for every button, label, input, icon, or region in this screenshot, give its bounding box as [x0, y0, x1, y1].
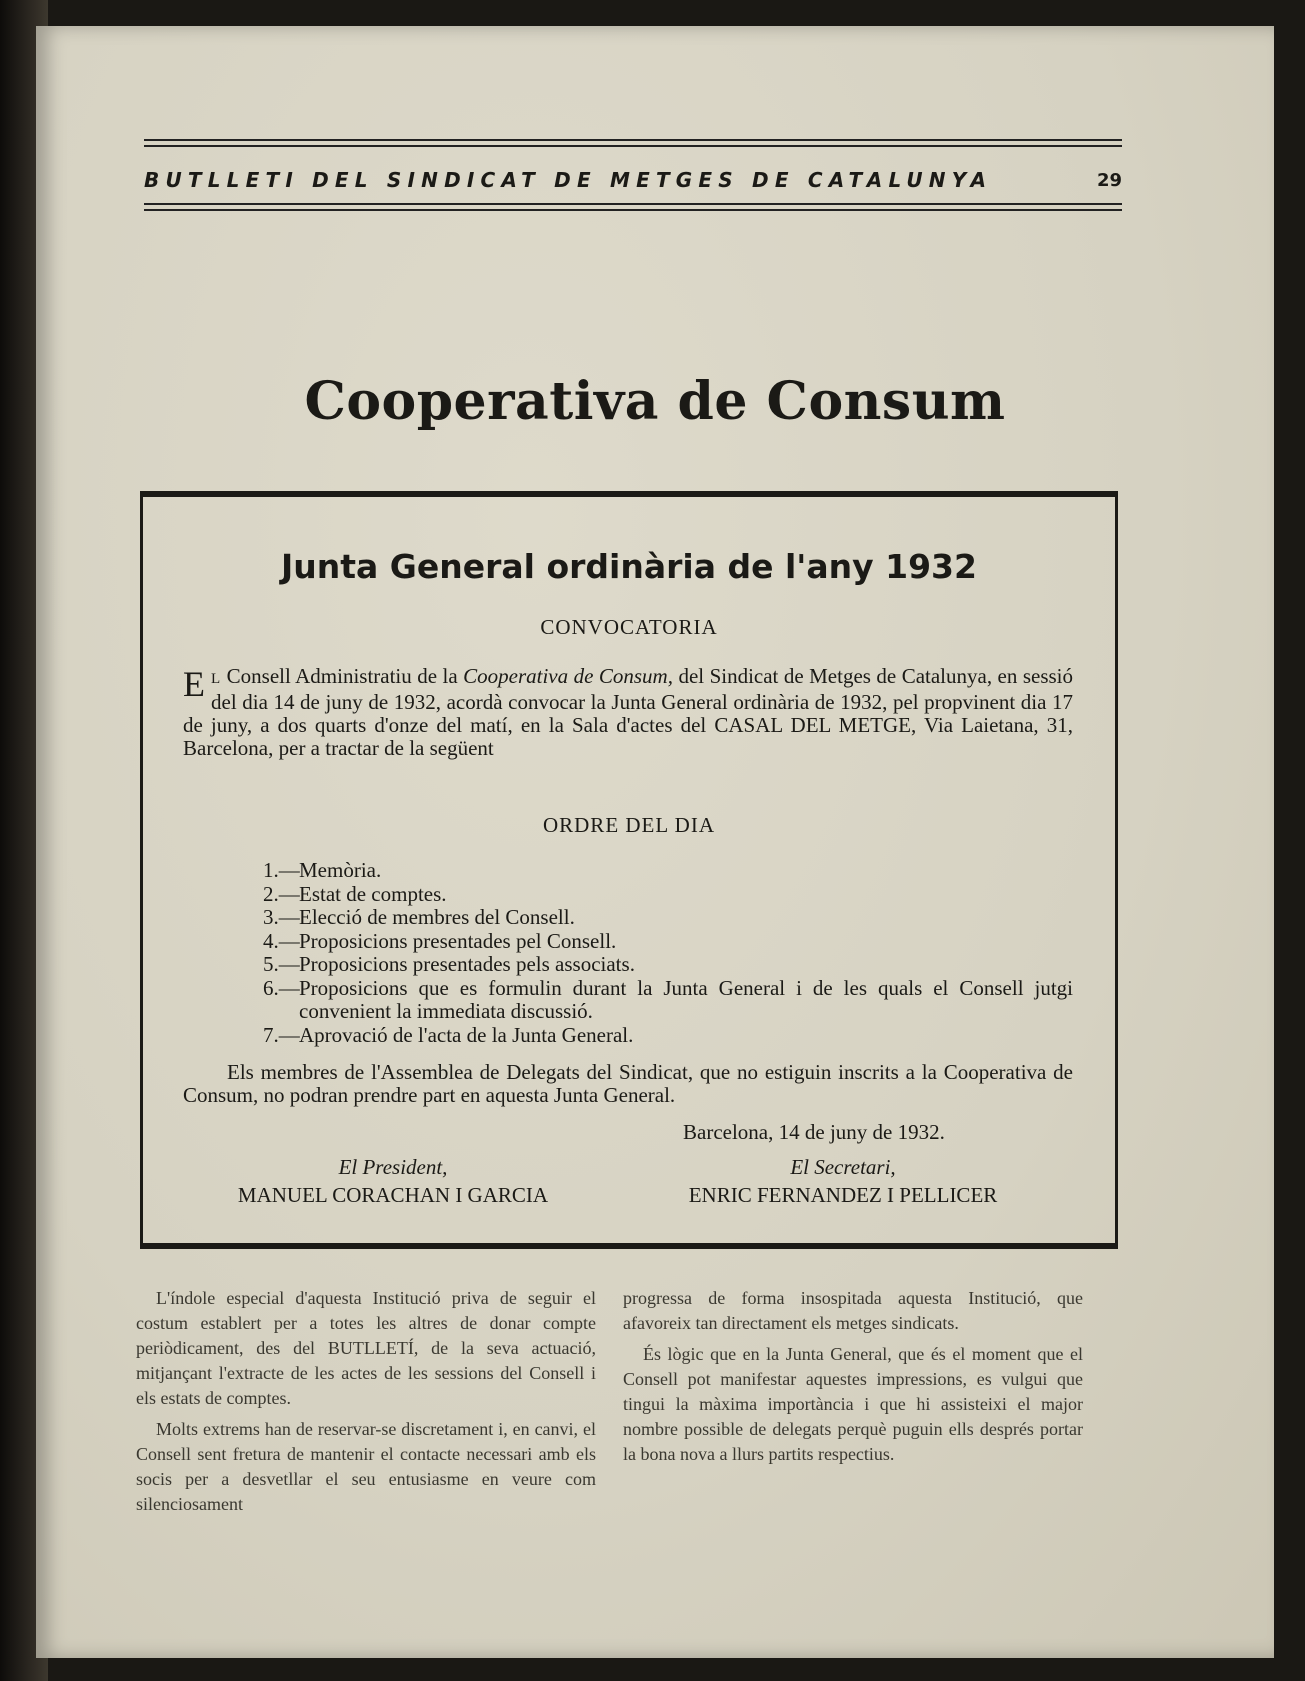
- body-paragraph: És lògic que en la Junta General, que és el moment que el Consell pot manifestar aquestes impressions, es vulgui que tingui la màxima importància i que hi assisteixi el major nombre possible de delegats perquè puguin ells després portar la bona nova a llurs partits respectius.: [623, 1344, 1083, 1464]
- signature-name: MANUEL CORACHAN I GARCIA: [237, 1183, 549, 1207]
- signature-president: [193, 1153, 593, 1209]
- agenda-item: 5.— Proposicions presentades pels associats.: [263, 952, 635, 976]
- intro-italic: Cooperativa de Consum,: [463, 664, 673, 688]
- agenda-item: 3.— Elecció de membres del Consell.: [263, 905, 575, 929]
- header-rule-top: [144, 139, 1122, 141]
- header-rule-bottom-2: [144, 209, 1122, 211]
- signature-role: El Secretari,: [790, 1155, 896, 1179]
- notice-title: Junta General ordinària de l'any 1932: [281, 547, 977, 586]
- header-rule-top-2: [144, 145, 1122, 147]
- notice-closing: Els membres de l'Assemblea de Delegats del Sindicat, que no estiguin inscrits a la Cooperativa de Consum, no podran prendre part en aquesta Junta General.: [183, 1060, 1073, 1107]
- notice-subtitle: CONVOCATORIA: [540, 615, 718, 639]
- body-paragraph: progressa de forma insospitada aquesta Institució, que afavoreix tan directament els metges sindicats.: [623, 1288, 1083, 1333]
- agenda-item: 2.— Estat de comptes.: [263, 881, 447, 906]
- notice-box: [140, 491, 1118, 1249]
- article-title: Cooperativa de Consum: [304, 371, 1006, 432]
- signature-secretary: [643, 1153, 1043, 1209]
- notice-intro: [183, 665, 1073, 760]
- body-paragraph: Molts extrems han de reservar-se discretament i, en canvi, el Consell sent fretura de mantenir el contacte necessari amb els socis per a desvetllar el seu entusiasme en veure com silenciosament: [136, 1419, 596, 1514]
- running-header: [144, 139, 1122, 219]
- signature-role: El President,: [338, 1155, 448, 1179]
- document-page: [36, 26, 1274, 1658]
- intro-smallcap: L: [211, 671, 222, 687]
- intro-text-1: Consell Administratiu de la: [221, 664, 464, 688]
- signature-name: ENRIC FERNANDEZ I PELLICER: [688, 1183, 998, 1207]
- agenda-item: 7.— Aprovació de l'acta de la Junta General.: [263, 1022, 634, 1047]
- page-number: 29: [1096, 170, 1122, 191]
- body-paragraph: L'índole especial d'aquesta Institució priva de seguir el costum establert per a totes les altres de donar compte periòdicament, des del BUTLLETÍ, de la seva actuació, mitjançant l'extracte de les actes de les sessions del Consell i els estats de comptes.: [136, 1288, 596, 1408]
- drop-cap: E: [183, 664, 205, 704]
- agenda-item: 1.— Memòria.: [263, 858, 382, 882]
- body-column-left: [136, 1286, 596, 1517]
- intro-text-2: del Sindicat de Metges de Catalunya, en sessió del dia 14 de juny de 1932, acordà convocar la Junta General ordinària de 1932, pel propvinent dia 17 de juny, a dos quarts d'onze del matí, en la Sala d'actes del CASAL DEL METGE, Via Laietana, 31, Barcelona, per a tractar de la següent: [183, 664, 1074, 760]
- date-line: Barcelona, 14 de juny de 1932.: [683, 1120, 945, 1144]
- agenda-heading: ORDRE DEL DIA: [542, 813, 716, 837]
- agenda-item: 6.— Proposicions que es formulin durant la Junta General i de les quals el Consell jutgi convenient la immediata discussió.: [263, 975, 1073, 1023]
- running-title: BUTLLETI DEL SINDICAT DE METGES DE CATALUNYA: [144, 168, 993, 192]
- body-column-right: [623, 1286, 1083, 1467]
- agenda-list: [263, 859, 1073, 1047]
- agenda-item: 4.— Proposicions presentades pel Consell.: [263, 928, 617, 953]
- header-rule-bottom: [144, 203, 1122, 205]
